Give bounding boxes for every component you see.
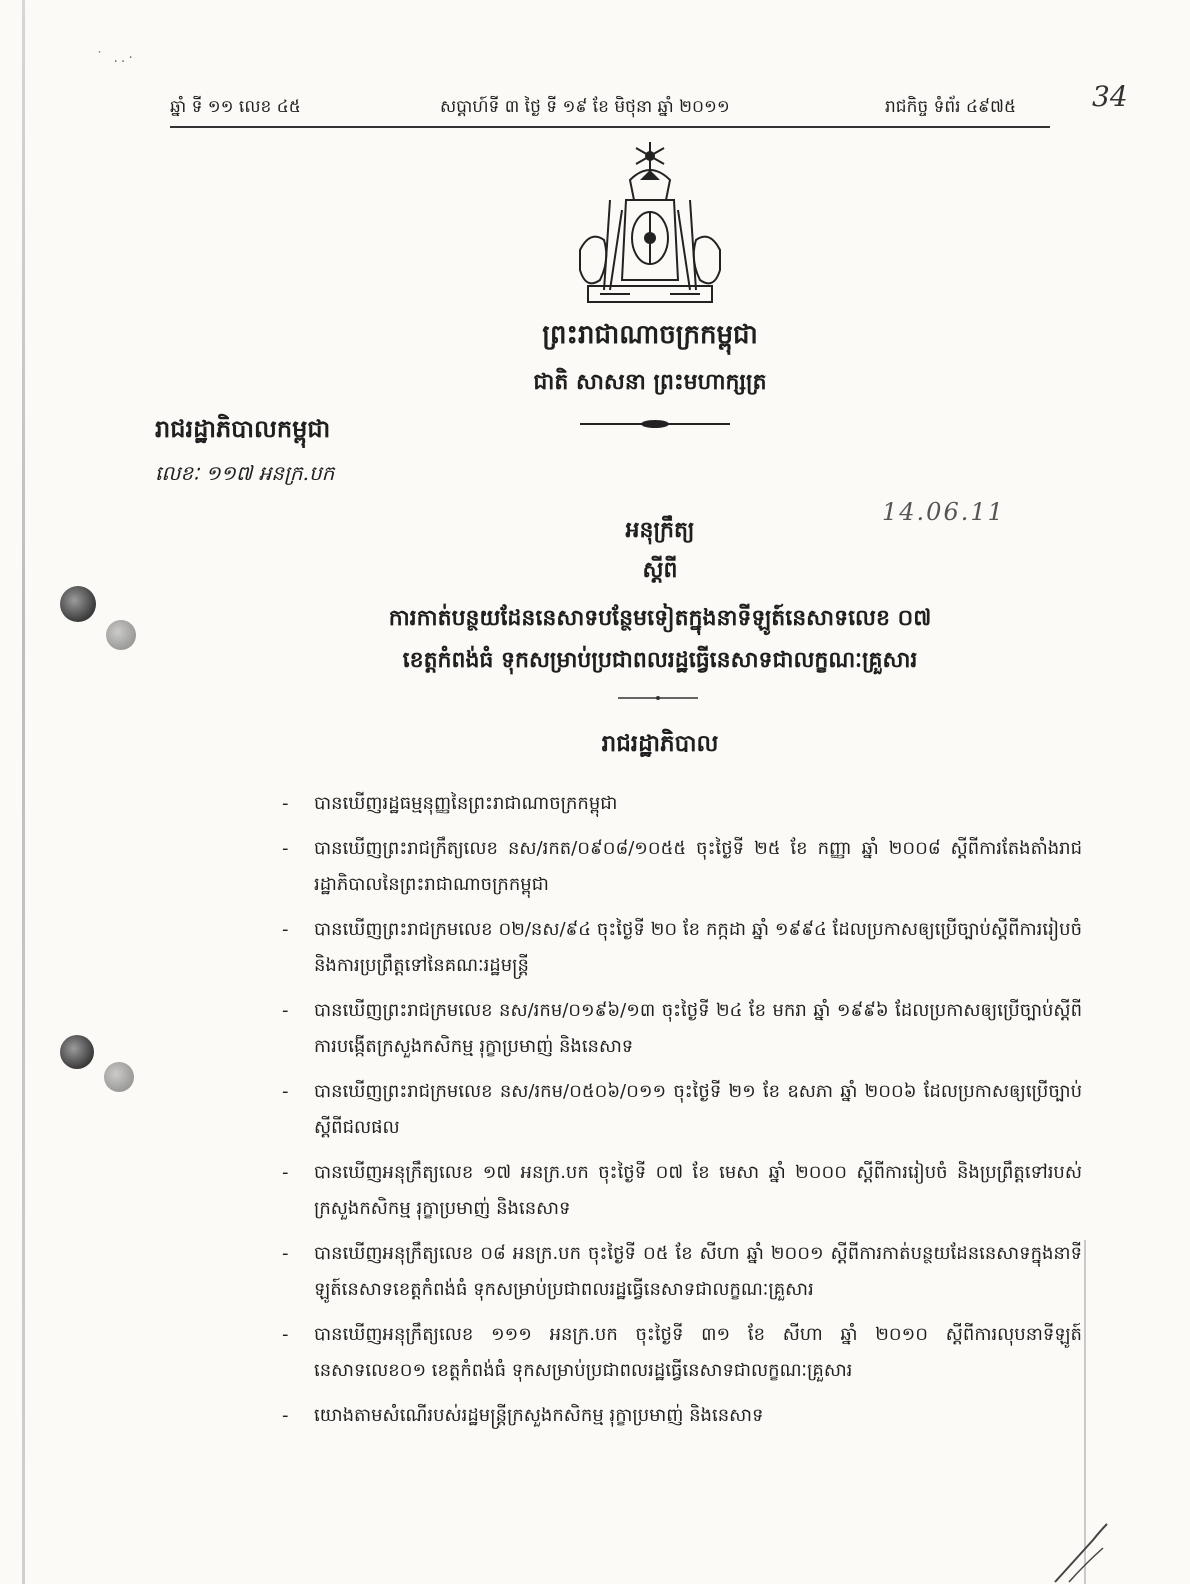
recital-text: បានឃើញអនុក្រឹត្យលេខ ១៧ អនក្រ.បក ចុះថ្ងៃទី ០៧ ខែ មេសា ឆ្នាំ ២០០០ ស្តីពីការរៀបចំ និងប្រព្រឹត្តទៅរបស់ក្រសួងកសិកម្ម រុក្ខាប្រមាញ់ និងនេសាទ (314, 1162, 1082, 1219)
list-dash: - (282, 1081, 289, 1102)
national-motto: ជាតិ សាសនា ព្រះមហាក្សត្រ (533, 370, 767, 395)
gazette-date: សប្តាហ៍ទី ៣ ថ្ងៃ ទី ១៩ ខែ មិថុនា ឆ្នាំ ២០១១ (440, 97, 730, 117)
list-dash: - (282, 919, 289, 940)
recital-item (282, 786, 1082, 822)
recital-item (282, 993, 1082, 1065)
punch-hole-bottom-shadow (104, 1062, 134, 1092)
scan-smudge: ˙ ..· (96, 50, 136, 66)
recital-item (282, 1074, 1082, 1146)
recital-text: យោងតាមសំណើរបស់រដ្ឋមន្ត្រីក្រសួងកសិកម្ម រុក្ខាប្រមាញ់ និងនេសាទ (314, 1405, 764, 1426)
recital-text: បានឃើញព្រះរាជក្រមលេខ ០២/នស/៩៤ ចុះថ្ងៃទី ២០ ខែ កក្កដា ឆ្នាំ ១៩៩៤ ដែលប្រកាសឲ្យប្រើច្បាប់ស្តីពីការរៀបចំ និងការប្រព្រឹត្តទៅនៃគណៈរដ្ឋមន្ត្រី (314, 919, 1082, 976)
handwritten-date: 14.06.11 (882, 498, 1005, 526)
recital-text: បានឃើញព្រះរាជក្រមលេខ នស/រកម/០១៩៦/១៣ ចុះថ្ងៃទី ២៤ ខែ មករា ឆ្នាំ ១៩៩៦ ដែលប្រកាសឲ្យប្រើច្បាប់ស្តីពីការបង្កើតក្រសួងកសិកម្ម រុក្ខាប្រមាញ់ និងនេសាទ (314, 1000, 1082, 1057)
recital-item (282, 831, 1082, 903)
recital-text: បានឃើញរដ្ឋធម្មនុញ្ញនៃព្រះរាជាណាចក្រកម្ពុជា (314, 793, 618, 814)
scan-left-edge (22, 0, 25, 1584)
ornament-divider (580, 416, 730, 432)
recitals-list (282, 786, 1082, 1443)
recital-item (282, 1236, 1082, 1308)
handwritten-page-number: 34 (1092, 80, 1128, 113)
title-line-2: ខេត្តកំពង់ធំ ទុកសម្រាប់ប្រជាពលរដ្ឋធ្វើនេសាទជាលក្ខណៈគ្រួសារ (402, 648, 918, 673)
reference-number: លេខៈ ១១៧ អនក្រ.បក (155, 461, 335, 485)
gazette-header (170, 92, 1050, 128)
royal-emblem-icon (570, 140, 730, 310)
government-heading: រាជរដ្ឋាភិបាល (601, 731, 719, 757)
list-dash: - (282, 838, 289, 859)
gazette-page-ref: រាជកិច្ច ទំព័រ ៤៩៧៥ (885, 97, 1017, 117)
recital-item (282, 912, 1082, 984)
about-label: ស្តីពី (642, 558, 678, 583)
recital-text: បានឃើញព្រះរាជក្រមលេខ នស/រកម/០៥០៦/០១១ ចុះថ្ងៃទី ២១ ខែ ឧសភា ឆ្នាំ ២០០៦ ដែលប្រកាសឲ្យប្រើច្បាប់ស្តីពីជលផល (314, 1081, 1082, 1138)
recital-text: បានឃើញអនុក្រឹត្យលេខ ០៨ អនក្រ.បក ចុះថ្ងៃទី ០៥ ខែ សីហា ឆ្នាំ ២០០១ ស្តីពីការកាត់បន្ថយដែននេសាទក្នុងនាទីឡូត៍នេសាទខេត្តកំពង់ធំ ទុកសម្រាប់ប្រជាពលរដ្ឋធ្វើនេសាទជាលក្ខណៈគ្រួសារ (314, 1243, 1082, 1300)
document-title (240, 598, 1080, 682)
punch-hole-bottom (60, 1035, 94, 1069)
government-name: រាជរដ្ឋាភិបាលកម្ពុជា (155, 415, 331, 443)
punch-hole-top-shadow (106, 620, 136, 650)
list-dash: - (282, 793, 289, 814)
list-dash: - (282, 1324, 289, 1345)
document-type: អនុក្រឹត្យ (625, 518, 695, 543)
gazette-issue: ឆ្នាំ ទី ១១ លេខ ៤៥ (170, 97, 301, 117)
kingdom-name: ព្រះរាជាណាចក្រកម្ពុជា (542, 320, 758, 350)
recital-text: បានឃើញព្រះរាជក្រឹត្យលេខ នស/រកត/០៩០៨/១០៥៥ ចុះថ្ងៃទី ២៥ ខែ កញ្ញា ឆ្នាំ ២០០៨ ស្តីពីការតែងតាំងរាជរដ្ឋាភិបាលនៃព្រះរាជាណាចក្រកម្ពុជា (314, 838, 1082, 895)
list-dash: - (282, 1405, 289, 1426)
header-rule (170, 126, 1050, 128)
recital-item (282, 1155, 1082, 1227)
recital-item (282, 1398, 1082, 1434)
list-dash: - (282, 1162, 289, 1183)
title-line-1: ការកាត់បន្ថយដែននេសាទបន្ថែមទៀតក្នុងនាទីឡូត៍នេសាទលេខ ០៧ (388, 606, 932, 631)
list-dash: - (282, 1243, 289, 1264)
recital-text: បានឃើញអនុក្រឹត្យលេខ ១១១ អនក្រ.បក ចុះថ្ងៃទី ៣១ ខែ សីហា ឆ្នាំ ២០១០ ស្តីពីការលុបនាទីឡូត៍នេសាទលេខ០១ ខេត្តកំពង់ធំ ទុកសម្រាប់ប្រជាពលរដ្ឋធ្វើនេសាទជាលក្ខណៈគ្រួសារ (314, 1324, 1082, 1381)
recital-item (282, 1317, 1082, 1389)
list-dash: - (282, 1000, 289, 1021)
small-divider (618, 694, 698, 702)
punch-hole-top (60, 586, 96, 622)
pen-stroke-mark (1045, 1520, 1125, 1584)
